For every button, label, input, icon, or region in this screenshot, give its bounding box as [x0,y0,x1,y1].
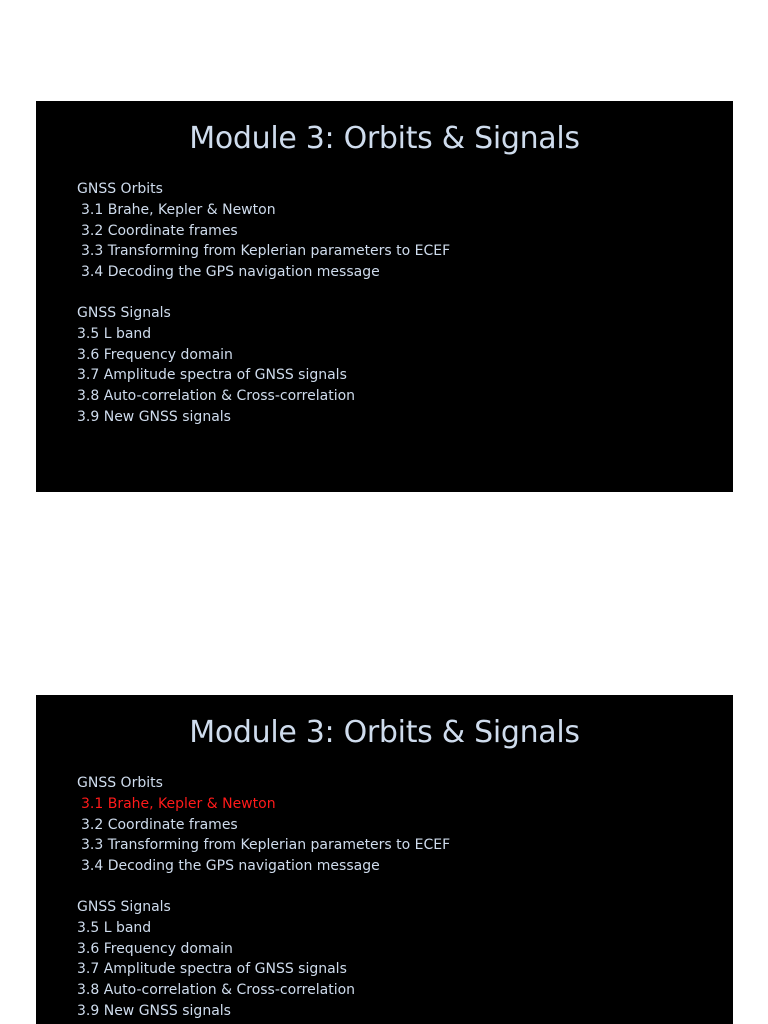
list-item-highlighted: 3.1 Brahe, Kepler & Newton [81,795,276,812]
list-item: 3.7 Amplitude spectra of GNSS signals [77,367,347,384]
slide-title: Module 3: Orbits & Signals [189,715,580,750]
list-item: 3.4 Decoding the GPS navigation message [81,858,380,875]
list-item: 3.1 Brahe, Kepler & Newton [81,201,276,218]
list-item: 3.3 Transforming from Keplerian parameters to ECEF [81,837,451,854]
list-item: 3.3 Transforming from Keplerian parameters to ECEF [81,243,451,260]
slide-1 [36,101,733,492]
list-item: 3.2 Coordinate frames [81,222,238,239]
list-item: 3.5 L band [77,325,152,342]
list-item: 3.8 Auto-correlation & Cross-correlation [77,388,356,405]
section-heading-orbits: GNSS Orbits [77,181,163,197]
list-item: 3.2 Coordinate frames [81,816,238,833]
slide-title: Module 3: Orbits & Signals [189,121,580,156]
list-item: 3.6 Frequency domain [77,940,233,957]
list-item: 3.7 Amplitude spectra of GNSS signals [77,961,347,978]
list-item: 3.6 Frequency domain [77,346,233,363]
list-item: 3.4 Decoding the GPS navigation message [81,264,380,281]
spacer [77,283,450,303]
list-item: 3.5 L band [77,919,152,936]
list-item: 3.9 New GNSS signals [77,408,231,425]
section-heading-signals: GNSS Signals [77,898,171,915]
slide-content [77,773,450,1022]
spacer [77,877,450,897]
section-heading-signals: GNSS Signals [77,304,171,321]
slide-2 [36,695,733,1024]
section-heading-orbits: GNSS Orbits [77,775,163,791]
slide-content [77,179,450,428]
list-item: 3.9 New GNSS signals [77,1002,231,1019]
list-item: 3.8 Auto-correlation & Cross-correlation [77,982,356,999]
